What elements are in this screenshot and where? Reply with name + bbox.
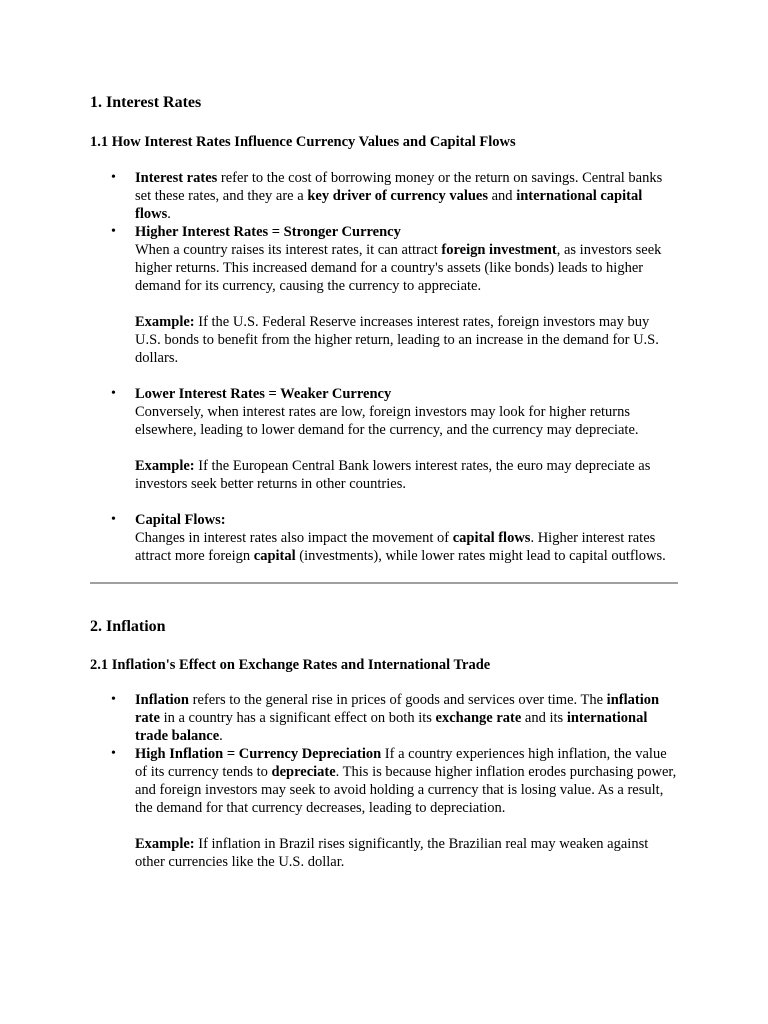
- list-item-inflation: [135, 691, 678, 745]
- section-1-subtitle: 1.1 How Interest Rates Influence Currency Values and Capital Flows: [90, 134, 516, 150]
- bullet-heading: • Capital Flows:: [135, 512, 226, 528]
- text: If the European Central Bank lowers interest rates, the euro may depreciate as investors seek better returns in other countries.: [135, 458, 651, 492]
- text: and: [488, 188, 517, 204]
- section-2-title: 2. Inflation: [90, 618, 166, 635]
- text: (investments), while lower rates might lead to capital outflows.: [295, 548, 666, 564]
- list-item-lower-rates: [135, 385, 678, 511]
- term-key-driver: key driver of currency values: [307, 188, 488, 204]
- term-depreciate: depreciate: [271, 764, 336, 780]
- list-item-capital-flows: [135, 511, 678, 565]
- term-foreign-investment: foreign investment: [441, 242, 557, 258]
- term-capital-flows: capital flows: [452, 530, 531, 546]
- list-item-high-inflation: [135, 745, 678, 871]
- bullet-paragraph: [135, 745, 678, 817]
- example-label: Example:: [135, 836, 195, 852]
- text: If the U.S. Federal Reserve increases interest rates, foreign investors may buy U.S. bonds to benefit from the higher return, leading to an increase in the demand for U.S. dollars.: [135, 314, 659, 366]
- example-paragraph: [135, 835, 678, 871]
- example-paragraph: [135, 457, 678, 493]
- bullet-heading: High Inflation = Currency Depreciation: [135, 746, 382, 762]
- term-capital-flows: international capital flows: [135, 188, 643, 222]
- section-2-list: [90, 691, 678, 871]
- term-inflation-rate: inflation rate: [135, 692, 660, 726]
- term-trade-balance: international trade balance: [135, 710, 648, 744]
- text: , as investors seek higher returns. This increased demand for a country's assets (like bonds) leads to higher demand for its currency, causing the currency to appreciate.: [135, 242, 662, 294]
- list-item-interest-rates: [135, 169, 678, 223]
- text: and its: [521, 710, 567, 726]
- text: . Higher interest rates attract more foreign: [135, 530, 656, 564]
- text: . This is because higher inflation erodes purchasing power, and foreign investors may seek to avoid holding a currency that is losing value. As a result, the demand for that currency decreases, leading to depreciation.: [135, 764, 677, 816]
- bullet-heading: • Higher Interest Rates = Stronger Currency: [135, 224, 401, 240]
- text: .: [219, 728, 223, 744]
- text: refer to the cost of borrowing money or the return on savings. Central banks set these rates, and they are a: [135, 170, 663, 204]
- bullet-paragraph: Conversely, when interest rates are low, foreign investors may look for higher returns elsewhere, leading to lower demand for the currency, and the currency may depreciate.: [135, 404, 639, 438]
- term-exchange-rate: exchange rate: [435, 710, 522, 726]
- list-item-higher-rates: [135, 223, 678, 385]
- term-capital: capital: [253, 548, 296, 564]
- bullet-paragraph: [135, 529, 678, 565]
- section-1-list: [90, 169, 678, 565]
- text: When a country raises its interest rates, it can attract: [135, 242, 442, 258]
- example-paragraph: [135, 313, 678, 367]
- section-2-subtitle: 2.1 Inflation's Effect on Exchange Rates and International Trade: [90, 657, 491, 673]
- text: Changes in interest rates also impact the movement of: [135, 530, 453, 546]
- section-1-title: 1. Interest Rates: [90, 94, 202, 111]
- text: If inflation in Brazil rises significantly, the Brazilian real may weaken against other currencies like the U.S. dollar.: [135, 836, 649, 870]
- text: refers to the general rise in prices of goods and services over time. The: [189, 692, 607, 708]
- bullet-paragraph: [135, 241, 678, 295]
- text: in a country has a significant effect on both its: [159, 710, 436, 726]
- example-label: Example:: [135, 458, 195, 474]
- text: If a country experiences high inflation, the value of its currency tends to: [135, 746, 667, 780]
- bullet-heading: • Lower Interest Rates = Weaker Currency: [135, 386, 392, 402]
- text: .: [167, 206, 171, 222]
- term-inflation: Inflation: [135, 692, 189, 708]
- example-label: Example:: [135, 314, 195, 330]
- term-interest-rates: Interest rates: [135, 170, 218, 186]
